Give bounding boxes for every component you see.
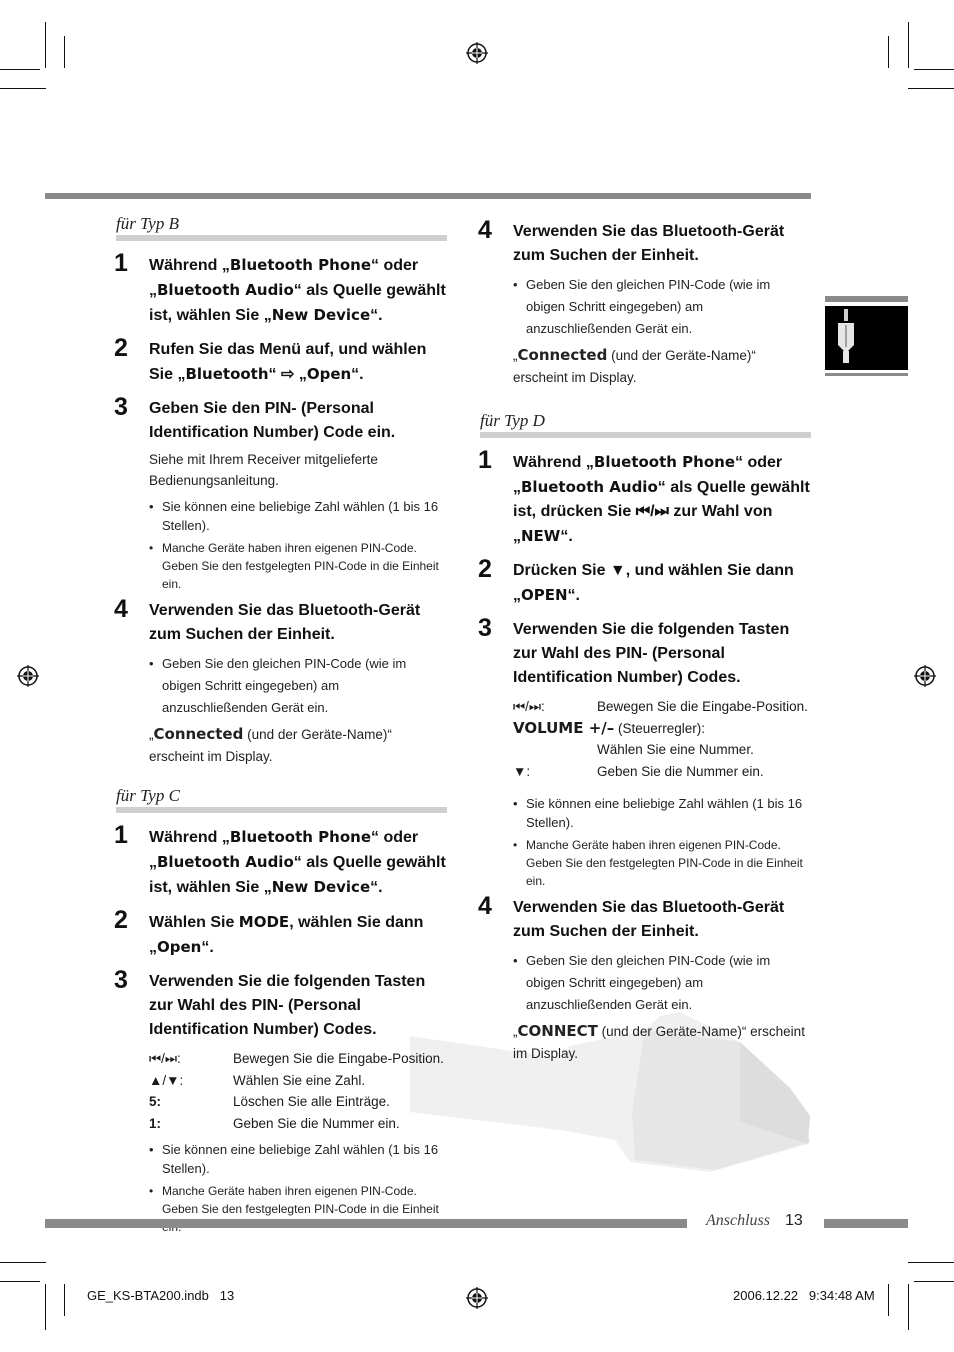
crop-mark bbox=[908, 88, 954, 89]
registration-mark-icon bbox=[466, 42, 488, 64]
connector-plug-icon bbox=[833, 309, 859, 369]
crop-mark bbox=[0, 69, 40, 70]
step-number: 2 bbox=[114, 334, 128, 362]
key-row: 5: Löschen Sie alle Einträge. bbox=[149, 1094, 390, 1109]
key-table bbox=[149, 1048, 447, 1134]
step-number: 2 bbox=[114, 906, 128, 934]
step-heading: Rufen Sie das Menü auf, und wählen Sie „Bluetooth“ ⇨ „Open“. bbox=[149, 341, 427, 383]
step bbox=[114, 821, 447, 900]
crop-mark bbox=[908, 1284, 909, 1330]
key-row: ▲/▼: Wählen Sie eine Zahl. bbox=[149, 1072, 366, 1088]
crop-mark bbox=[45, 22, 46, 68]
step-heading: Während „Bluetooth Phone“ oder „Bluetooth Audio“ als Quelle gewählt ist, wählen Sie „New Device“. bbox=[149, 256, 446, 324]
step bbox=[478, 555, 811, 608]
page-number: 13 bbox=[785, 1212, 803, 1229]
step-heading: Während „Bluetooth Phone“ oder „Bluetooth Audio“ als Quelle gewählt ist, drücken Sie ⏮/⏭ zur Wahl von „NEW“. bbox=[513, 453, 810, 545]
right-column bbox=[478, 216, 811, 1065]
bullet-item: • Geben Sie den gleichen PIN-Code (wie im obigen Schritt eingegeben) am anzuschließenden Gerät ein. bbox=[513, 950, 811, 1016]
step-heading: Drücken Sie ▼, und wählen Sie dann „OPEN“. bbox=[513, 562, 794, 604]
step-number: 3 bbox=[478, 614, 492, 642]
step-number: 4 bbox=[478, 892, 492, 920]
step-heading: Während „Bluetooth Phone“ oder „Bluetooth Audio“ als Quelle gewählt ist, wählen Sie „New Device“. bbox=[149, 828, 446, 896]
step-number: 4 bbox=[478, 216, 492, 244]
bullet-item: • Geben Sie den gleichen PIN-Code (wie im obigen Schritt eingegeben) am anzuschließenden Gerät ein. bbox=[149, 653, 447, 719]
key-row: Wählen Sie eine Nummer. bbox=[597, 742, 754, 757]
registration-mark-icon bbox=[17, 665, 39, 687]
bullet-list bbox=[513, 950, 811, 1016]
crop-mark bbox=[0, 88, 46, 89]
slug-file: GE_KS-BTA200.indb 13 bbox=[87, 1288, 235, 1303]
crop-mark bbox=[0, 1262, 46, 1263]
step bbox=[114, 393, 447, 593]
key-row: 1: Geben Sie die Nummer ein. bbox=[149, 1115, 400, 1131]
step bbox=[114, 906, 447, 960]
crop-mark bbox=[914, 1281, 954, 1282]
step-heading: Verwenden Sie die folgenden Tasten zur Wahl des PIN- (Personal Identification Number) Codes. bbox=[149, 973, 426, 1038]
section-typ-d bbox=[480, 411, 811, 1065]
footer-section-label: Anschluss bbox=[706, 1212, 770, 1229]
step bbox=[478, 216, 811, 389]
step bbox=[478, 446, 811, 549]
crop-mark bbox=[64, 36, 65, 68]
registration-mark-icon bbox=[914, 665, 936, 687]
bullet-item: • Geben Sie den gleichen PIN-Code (wie im obigen Schritt eingegeben) am anzuschließenden Gerät ein. bbox=[513, 274, 811, 340]
step bbox=[114, 595, 447, 768]
step-number: 3 bbox=[114, 393, 128, 421]
bullet-item: • Sie können eine beliebige Zahl wählen (1 bis 16 Stellen). bbox=[149, 497, 447, 535]
bullet-list bbox=[513, 274, 811, 340]
step bbox=[478, 614, 811, 890]
crop-mark bbox=[888, 1284, 889, 1316]
bullet-item: • Manche Geräte haben ihren eigenen PIN-Code. Geben Sie den festgelegten PIN-Code in die Einheit ein. bbox=[513, 836, 811, 890]
step-heading: Wählen Sie MODE, wählen Sie dann „Open“. bbox=[149, 913, 424, 956]
step-heading: Verwenden Sie das Bluetooth-Gerät zum Suchen der Einheit. bbox=[513, 223, 785, 264]
section-typ-c bbox=[116, 786, 447, 1236]
key-row: ▼: Geben Sie die Nummer ein. bbox=[513, 763, 764, 779]
bullet-item: • Sie können eine beliebige Zahl wählen (1 bis 16 Stellen). bbox=[149, 1140, 447, 1178]
step-number: 1 bbox=[114, 821, 128, 849]
key-row: ⏮/⏭: Bewegen Sie die Eingabe-Position. bbox=[513, 699, 808, 714]
step bbox=[114, 334, 447, 387]
section-typ-b bbox=[116, 214, 447, 768]
crop-mark bbox=[914, 69, 954, 70]
crop-mark bbox=[908, 22, 909, 68]
bullet-list bbox=[513, 794, 811, 890]
step-heading: Verwenden Sie die folgenden Tasten zur Wahl des PIN- (Personal Identification Number) Codes. bbox=[513, 621, 790, 686]
step-heading: Verwenden Sie das Bluetooth-Gerät zum Suchen der Einheit. bbox=[513, 899, 785, 940]
slug-timestamp: 2006.12.22 9:34:48 AM bbox=[733, 1288, 875, 1303]
step-number: 4 bbox=[114, 595, 128, 623]
bullet-list bbox=[149, 653, 447, 719]
step-number: 2 bbox=[478, 555, 492, 583]
section-title: für Typ C bbox=[116, 786, 447, 813]
key-row: ⏮/⏭: Bewegen Sie die Eingabe-Position. bbox=[149, 1051, 444, 1066]
key-row: VOLUME +/– (Steuerregler): bbox=[513, 718, 706, 737]
bottom-rule bbox=[45, 1219, 687, 1228]
bullet-item: • Manche Geräte haben ihren eigenen PIN-Code. Geben Sie den festgelegten PIN-Code in die Einheit ein. bbox=[149, 539, 447, 593]
step-number: 3 bbox=[114, 966, 128, 994]
display-note: „Connected (und der Geräte-Name)“ erscheint im Display. bbox=[513, 346, 756, 385]
bullet-item: • Manche Geräte haben ihren eigenen PIN-Code. Geben Sie den festgelegten PIN-Code in die Einheit bbox=[149, 1182, 447, 1236]
step-heading: Geben Sie den PIN- (Personal Identification Number) Code ein. bbox=[149, 400, 396, 441]
step bbox=[114, 966, 447, 1236]
step-number: 1 bbox=[478, 446, 492, 474]
crop-mark bbox=[45, 1284, 46, 1330]
section-tab bbox=[825, 296, 908, 376]
step-body: Siehe mit Ihrem Receiver mitgelieferte Bedienungsanleitung. bbox=[149, 452, 378, 488]
section-title: für Typ D bbox=[480, 411, 811, 438]
crop-mark bbox=[908, 1262, 954, 1263]
bottom-rule bbox=[824, 1219, 908, 1228]
crop-mark bbox=[64, 1284, 65, 1316]
section-title: für Typ B bbox=[116, 214, 447, 241]
left-column bbox=[116, 214, 447, 1240]
bullet-item: • Sie können eine beliebige Zahl wählen (1 bis 16 Stellen). bbox=[513, 794, 811, 832]
display-note: „CONNECT (und der Geräte-Name)“ erscheint im Display. bbox=[513, 1022, 805, 1061]
bullet-list bbox=[149, 497, 447, 593]
step-number: 1 bbox=[114, 249, 128, 277]
crop-mark bbox=[0, 1281, 40, 1282]
registration-mark-icon bbox=[466, 1287, 488, 1309]
step bbox=[114, 249, 447, 328]
key-table bbox=[513, 696, 811, 782]
step-heading: Verwenden Sie das Bluetooth-Gerät zum Suchen der Einheit. bbox=[149, 602, 421, 643]
crop-mark bbox=[888, 36, 889, 68]
top-rule bbox=[45, 193, 811, 199]
step bbox=[478, 892, 811, 1065]
display-note: „Connected (und der Geräte-Name)“ erscheint im Display. bbox=[149, 725, 392, 764]
